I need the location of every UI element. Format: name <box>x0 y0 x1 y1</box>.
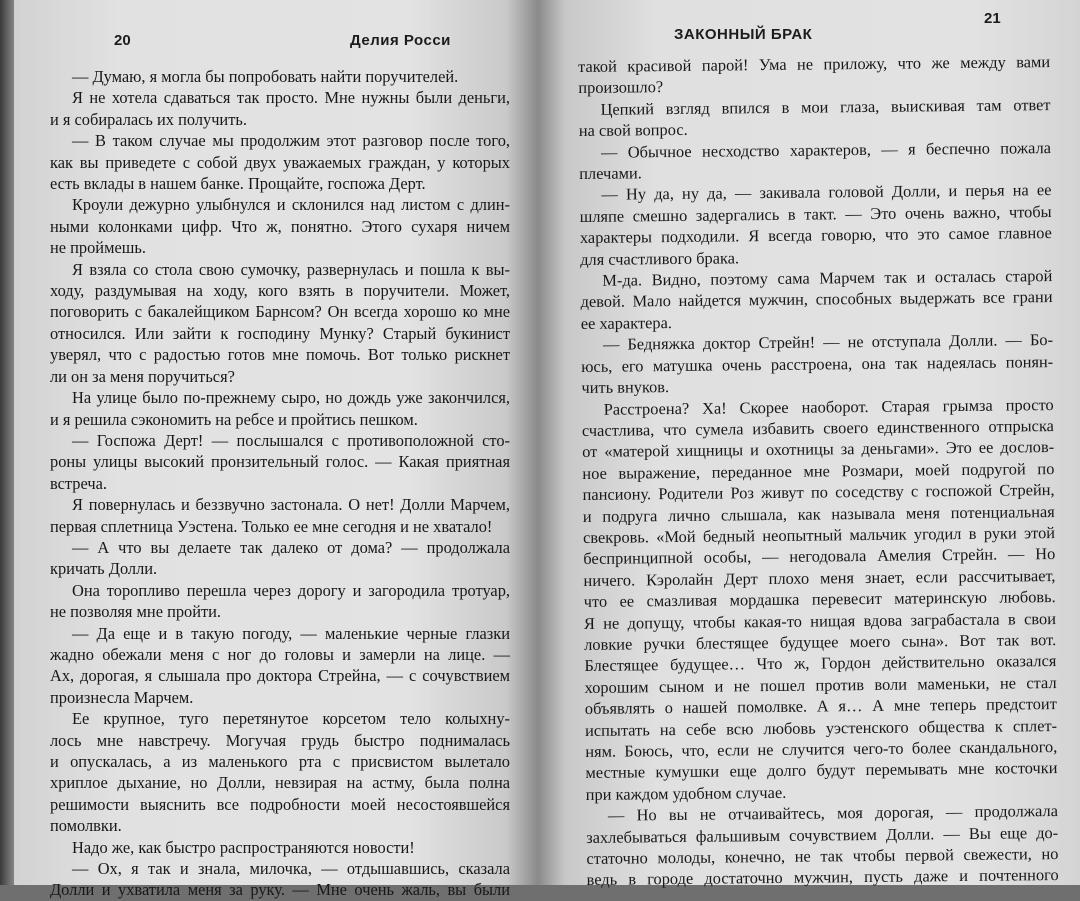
text-line: уверял, что с радостью готов мне помочь. Вот только рискнет <box>50 345 510 365</box>
text-line: свекровь. «Мой бедный неопытный мальчик угодил в руки этой <box>582 522 1056 547</box>
text-line: хриплое дыхание, но Долли, невзирая на астму, была полна <box>50 773 510 793</box>
text-line: ведь в городе достаточно мужчин, пусть даже и почтенного <box>586 865 1059 890</box>
left-page <box>14 0 538 900</box>
text-line: Ах, дорогая, я слышала про доктора Стрейна, — с сочувствием <box>50 666 510 686</box>
text-line: произнесла Марчем. <box>50 687 194 707</box>
text-line: встреча. <box>50 473 107 493</box>
text-line: на свой вопрос. <box>578 120 688 141</box>
text-line: относился. Или зайти к господину Мунку? Старый букинист <box>50 323 510 343</box>
text-line: испытать на себе всю любовь уэстенского общества к сплет- <box>584 715 1058 740</box>
text-line: Цепкий взгляд впился в мои глаза, выискивая там ответ <box>600 94 1051 119</box>
text-line: и я собиралась их получить. <box>50 109 247 129</box>
text-line: Я повернулась и беззвучно застонала. О нет! Долли Марчем, <box>72 495 510 515</box>
text-line: Я не хотела сдаваться так просто. Мне нужны были деньги, <box>72 88 510 108</box>
right-page <box>538 0 1080 890</box>
text-line: не проймешь. <box>50 238 146 258</box>
left-page-text <box>50 66 510 901</box>
text-line: местные кумушки еще долго будут перемывать мне косточки <box>585 758 1058 783</box>
text-line: — Бедняжка доктор Стрейн! — не отступала Долли. — Бо- <box>602 330 1054 355</box>
right-page-number: 21 <box>984 10 1001 27</box>
text-line: — А что вы делаете так далеко от дома? — продолжала <box>72 537 510 557</box>
text-line: не позволяя мне пройти. <box>50 602 222 622</box>
text-line: и я решила сэкономить на ребсе и пройтись пешком. <box>50 409 418 429</box>
text-line: хорошим сыном и не пошел против воли маменьки, не стал <box>584 672 1057 697</box>
text-line: как вы приведете с собой двух уважаемых граждан, у которых <box>50 152 510 172</box>
text-line: — Ну да, ну да, — закивала головой Долли, и перья на ее <box>601 180 1052 205</box>
text-line: помолвки. <box>50 816 122 836</box>
text-line: пансиону. Родители Роз живут по соседству с госпожой Стрейн, <box>582 480 1055 505</box>
text-line: захлебываться фальшивым сочувствием Долли. — Вы еще до- <box>586 822 1059 847</box>
text-line: ням. Боюсь, что, если не случится чего-то более скандального, <box>585 737 1058 761</box>
text-line: ными колонками цифр. Что ж, понятно. Этого сухаря ничем <box>50 216 510 236</box>
text-line: — Думаю, я могла бы попробовать найти поручителей. <box>72 67 459 86</box>
text-line: Ее крупное, туго перетянутое корсетом тело колыхну- <box>72 709 510 729</box>
text-line: юсь, его матушка очень расстроена, она так надеялась понян- <box>581 351 1054 376</box>
text-line: ее характера. <box>580 312 673 333</box>
text-line: На улице было по-прежнему сыро, но дождь уже закончился, <box>72 388 510 408</box>
text-line: девой. Мало найдется мужчин, способных выдержать все грани <box>580 287 1053 312</box>
text-line: жадно обежали меня с ног до головы и замерли на лице. — <box>50 644 510 664</box>
left-page-header <box>50 30 510 56</box>
text-line: Я взяла со стола свою сумочку, развернулась и пошла к вы- <box>72 259 510 279</box>
text-line: — Ох, я так и знала, милочка, — отдышавшись, сказала <box>72 859 510 879</box>
left-running-head: Делия Росси <box>350 32 451 49</box>
right-page-text <box>578 51 1059 891</box>
text-line: что ее смазливая мордашка перевесит материнскую любовь. <box>583 587 1056 612</box>
text-line: первая сплетница Уэстена. Только ее мне сегодня и не хватало! <box>50 516 493 536</box>
text-line: ное выражение, переданное мне Розмари, моей подругой по <box>582 458 1055 483</box>
text-line: ходу, раздумывая на ходу, кого взять в поручители. Может, <box>50 281 510 301</box>
text-line: Блестящее будущее… Что ж, Гордон действительно оказался <box>584 651 1057 676</box>
text-line: поговорить с бакалейщиком Барнсом? Он всегда хорошо ко мне <box>50 302 510 322</box>
text-line: ли он за меня поручиться? <box>50 366 235 386</box>
text-line: от «матерой хищницы и охотницы за деньгами». Это ее дослов- <box>582 437 1055 462</box>
text-line: характеры подходили. Я всегда говорю, что это самое главное <box>579 223 1052 248</box>
text-line: счастлива, что сумела избавить своего единственного отпрыска <box>581 415 1054 440</box>
text-line: Долли и ухватила меня за руку. — Мне очень жаль, вы были <box>50 880 510 900</box>
text-line: и опускалась, а из маленького рта с присвистом вылетало <box>50 752 510 771</box>
text-line: М-да. Видно, поэтому сама Марчем так и осталась старой <box>602 266 1053 290</box>
text-line: Она торопливо перешла через дорогу и загородила тротуар, <box>72 580 510 600</box>
text-line: — Госпожа Дерт! — послышался с противоположной сто- <box>72 430 510 450</box>
text-line: Кроули дежурно улыбнулся и склонился над листом с длин- <box>72 195 510 215</box>
text-line: плечами. <box>579 163 642 184</box>
text-line: шляпе смешно задергались в такт. — Это очень важно, чтобы <box>579 201 1052 226</box>
text-line: — Да еще и в такую погоду, — маленькие черные глазки <box>72 623 510 643</box>
text-line: статочно молоды, конечно, не так чтобы первой свежести, но <box>586 844 1059 868</box>
text-line: лось мне навстречу. Могучая грудь быстро поднималась <box>50 730 510 750</box>
text-line: объявлять о нашей помолвке. А я… А мне теперь предстоит <box>584 694 1057 719</box>
right-running-head: ЗАКОННЫЙ БРАК <box>674 26 813 43</box>
text-line: кричать Долли. <box>50 559 158 579</box>
text-line: и подруга лично слышала, как называла меня потенциальная <box>582 501 1055 526</box>
text-line: при каждом удобном случае. <box>585 782 787 804</box>
text-line: есть вклады в нашем банке. Прощайте, госпожа Дерт. <box>50 174 426 194</box>
text-line: Расстроена? Ха! Скорее наоборот. Старая грымза просто <box>603 394 1054 419</box>
text-line: — Но вы не отчаивайтесь, моя дорогая, — продолжала <box>607 801 1059 825</box>
text-line: ничего. Кэролайн Дерт плохо меня знает, если рассчитывает, <box>583 565 1056 590</box>
text-line: Я не допущу, чтобы какая-то нищая вдова заграбастала в свои <box>583 608 1057 633</box>
right-page-header <box>578 10 1050 54</box>
text-line: ловкие ручки блестящее будущее моего сына». Вот так вот. <box>584 629 1057 654</box>
text-line: произошло? <box>578 77 664 98</box>
text-line: такой красивой парой! Ума не приложу, что же между вами <box>578 52 1051 76</box>
left-page-number: 20 <box>114 32 131 49</box>
text-line: для счастливого брака. <box>580 247 740 269</box>
text-line: беспринципной особы, — негодовала Амелия Стрейн. — Но <box>583 544 1056 569</box>
text-line: решимости выяснить все подробности моей несостоявшейся <box>50 794 510 814</box>
text-line: Надо же, как быстро распространяются новости! <box>72 837 415 857</box>
text-line: чить внуков. <box>581 377 670 398</box>
text-line: — В таком случае мы продолжим этот разговор после того, <box>72 131 510 151</box>
text-line: роны улицы высокий пронзительный голос. — Какая приятная <box>50 452 510 472</box>
text-line: — Обычное несходство характеров, — я беспечно пожала <box>600 137 1052 162</box>
